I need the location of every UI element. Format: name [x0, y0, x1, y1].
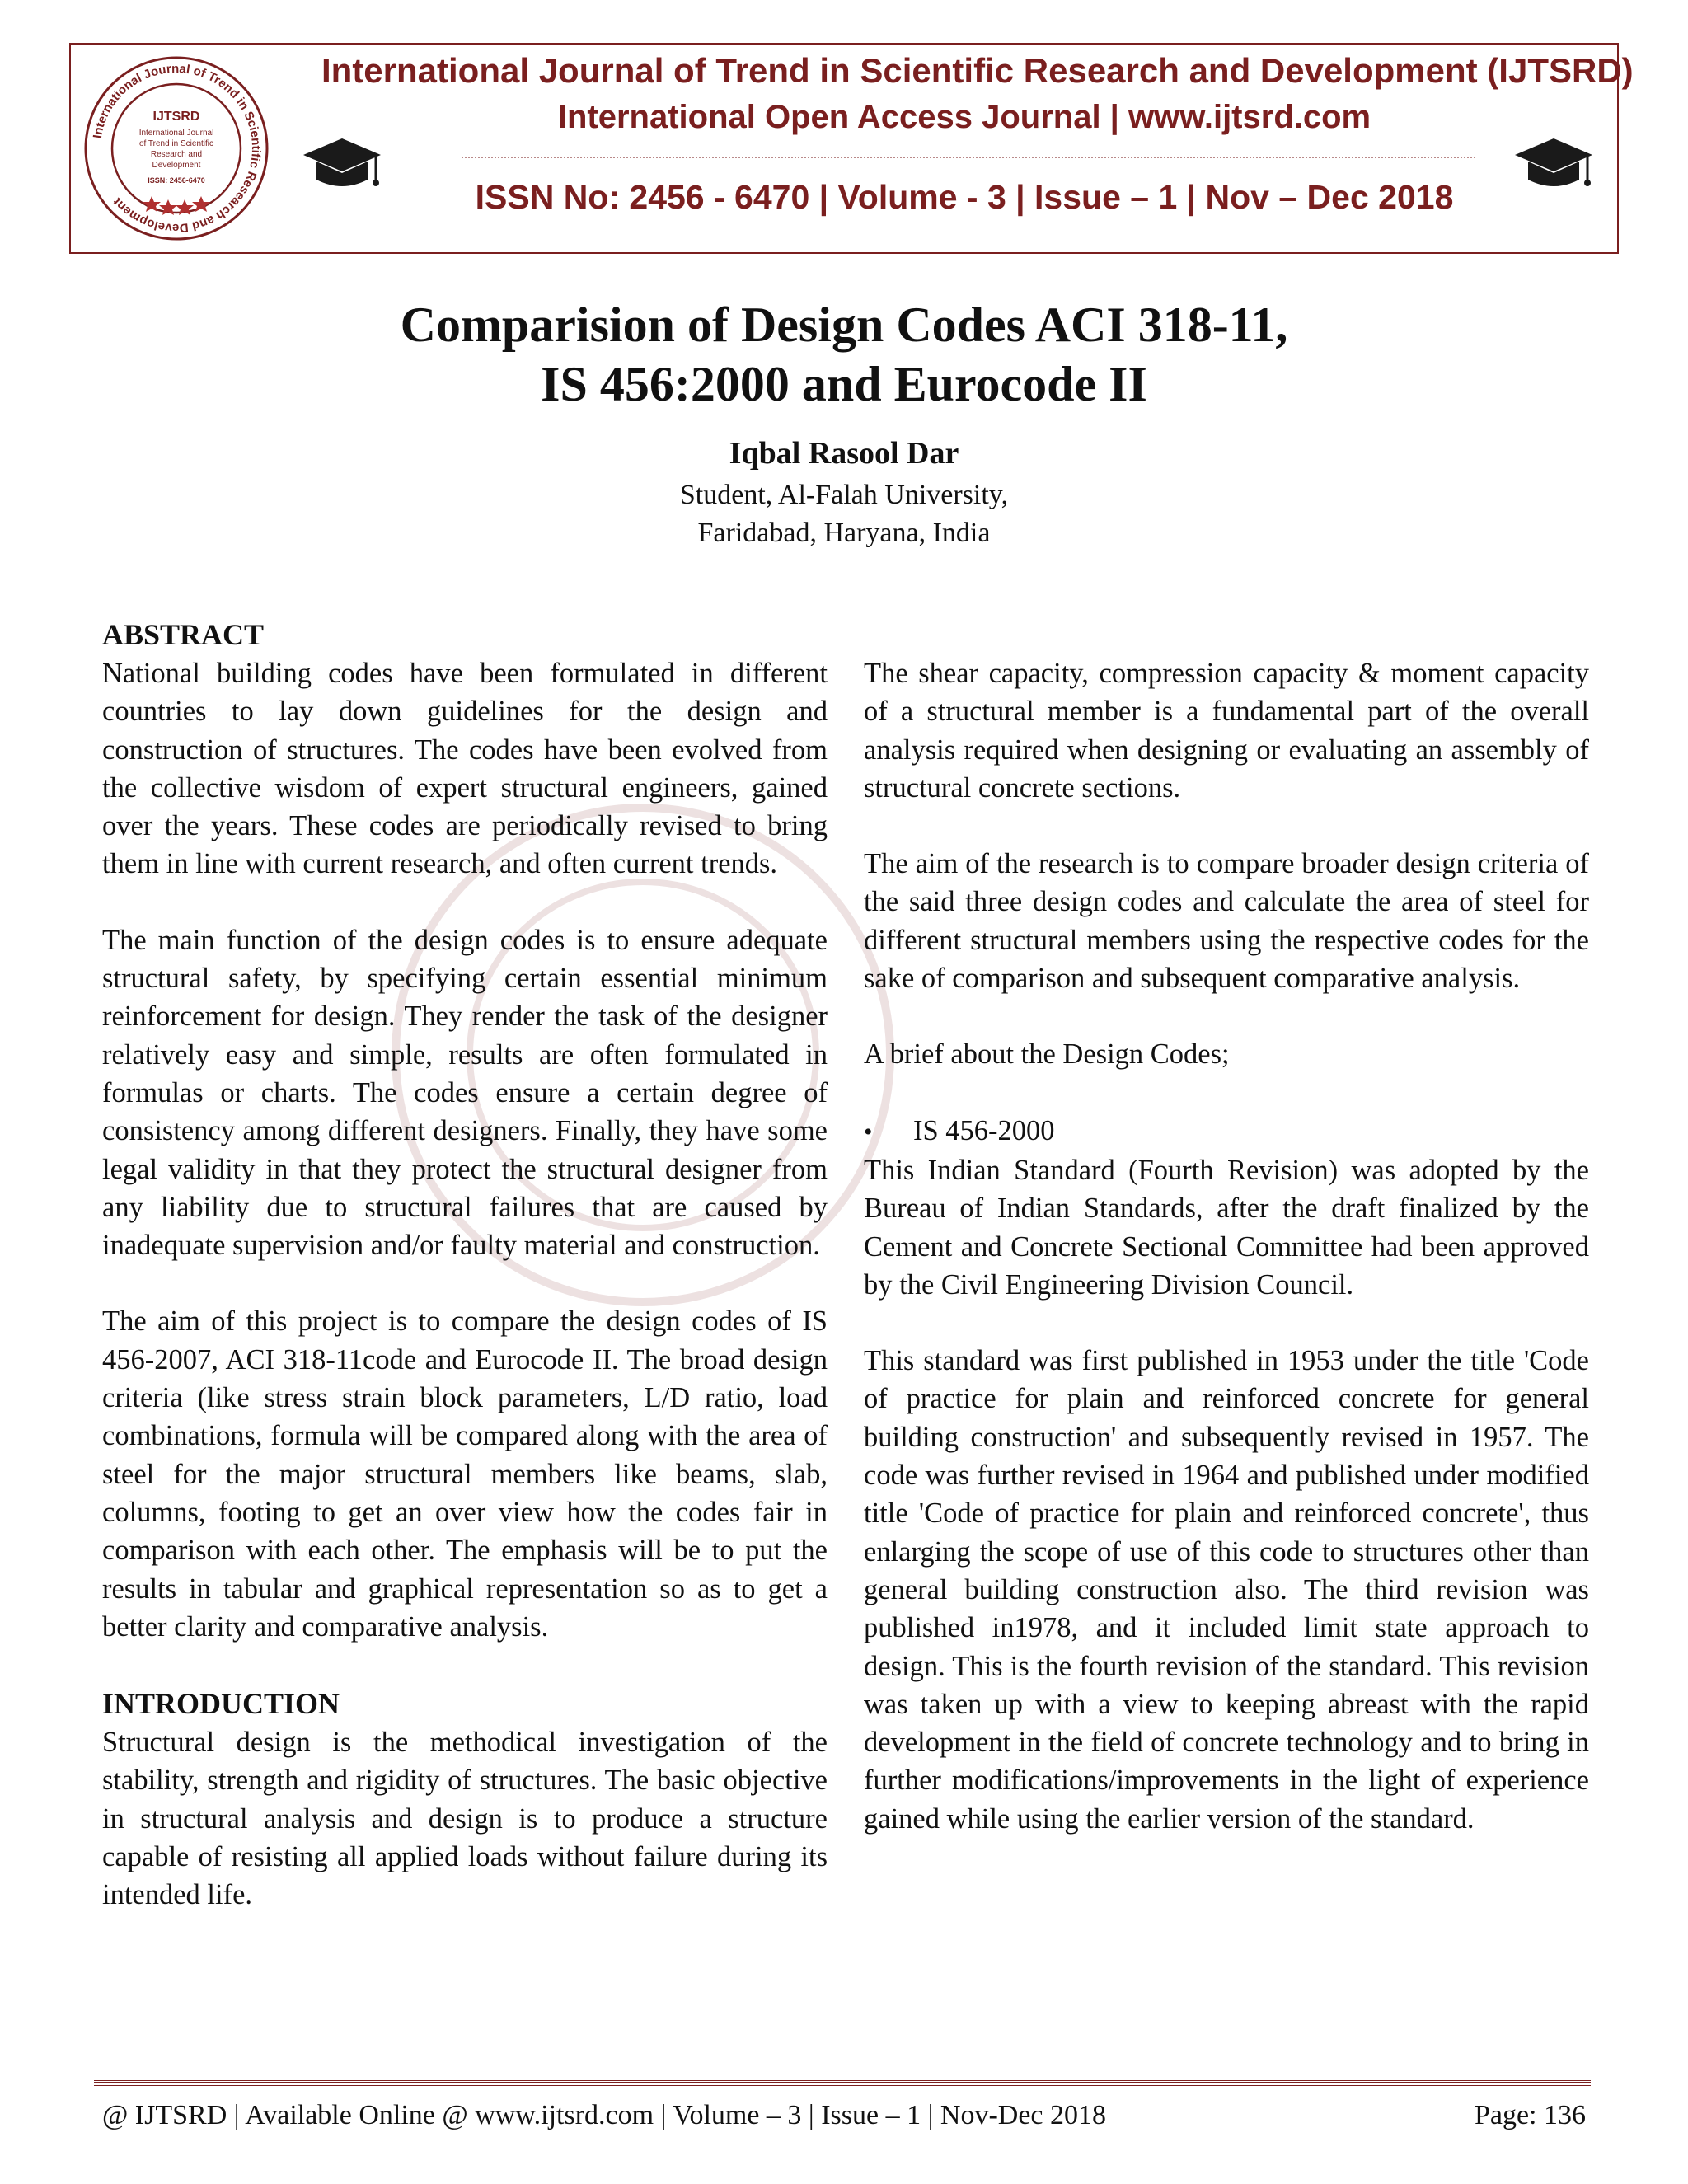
abstract-paragraph: The main function of the design codes is to ensure adequate structural safety, by specifying certain essential minimum reinforcement for design. They render the task of the designer relatively easy and simple, results are often formulated in formulas or charts. The codes ensure a certain degree of consistency among different designers. Finally, they have some legal validity in that they protect the structural designer from any liability due to structural failures that are caused by inadequate supervision and/or faulty material and construction. — [102, 924, 828, 1262]
author-location: Faridabad, Haryana, India — [697, 518, 991, 548]
body-paragraph: A brief about the Design Codes; — [864, 1038, 1230, 1071]
abstract-paragraph: The aim of this project is to compare the design codes of IS 456-2007, ACI 318-11code and Eurocode II. The broad design criteria (like stress strain block parameters, L/D ratio, load combinations, formula will be compared along with the area of steel for the major structural members like beams, slab, columns, footing to get an over view how the codes fair in comparison with each other. The emphasis will be to put the results in tabular and graphical representation so as to get a better clarity and comparative analysis. — [102, 1305, 828, 1643]
header-divider — [462, 157, 1475, 158]
svg-text:International Journal: International Journal — [138, 129, 214, 138]
author-name: Iqbal Rasool Dar — [729, 436, 959, 471]
svg-text:Development: Development — [152, 161, 201, 170]
paper-title — [0, 295, 1688, 414]
body-paragraph: This standard was first published in 1953 under the title 'Code of practice for plain and reinforced concrete for general building construction' and subsequently revised in 1957. The code was further revised in 1964 and published under modified title 'Code of practice for plain and reinforced concrete', thus enlarging the scope of use of this code to structures other than general building construction also. The third revision was published in1978, and it included limit state approach to design. This is the fourth revision of the standard. This revision was taken up with a view to keeping abreast with the rapid development in the field of concrete technology and to bring in further modifications/improvements in the light of experience gained while using the earlier version of the standard. — [864, 1345, 1589, 1835]
paper-title-line2: IS 456:2000 and Eurocode II — [541, 357, 1147, 411]
issn-volume-line: ISSN No: 2456 - 6470 | Volume - 3 | Issue – 1 | Nov – Dec 2018 — [475, 178, 1454, 216]
svg-text:Research and: Research and — [150, 150, 203, 159]
list-item — [864, 1112, 1589, 1151]
journal-seal-logo — [82, 54, 270, 242]
footer-citation: @ IJTSRD | Available Online @ www.ijtsrd.com | Volume – 3 | Issue – 1 | Nov-Dec 2018 — [102, 2100, 1107, 2130]
page-number: Page: 136 — [1474, 2100, 1586, 2130]
paper-title-line1: Comparision of Design Codes ACI 318-11, — [400, 298, 1288, 352]
introduction-heading: INTRODUCTION — [102, 1687, 340, 1721]
journal-subtitle-link[interactable]: International Open Access Journal | www.ijtsrd.com — [557, 99, 1372, 135]
left-column — [102, 615, 828, 1915]
svg-text:of Trend in Scientific: of Trend in Scientific — [138, 139, 214, 148]
svg-text:IJTSRD: IJTSRD — [152, 110, 200, 124]
footer-divider — [94, 2085, 1591, 2086]
page-footer — [102, 2100, 1586, 2131]
svg-text:International Journal of Trend: International Journal of Trend in Scientific Research and Development — [90, 61, 264, 236]
author-affiliation: Student, Al-Falah University, — [679, 480, 1009, 510]
body-paragraph: The shear capacity, compression capacity & moment capacity of a structural member is a fundamental part of the overall analysis required when designing or evaluating an assembly of structural concrete sections. — [864, 658, 1589, 804]
footer-divider — [94, 2080, 1591, 2083]
list-item-label: IS 456-2000 — [913, 1114, 1055, 1146]
right-column — [864, 654, 1589, 1838]
introduction-paragraph: Structural design is the methodical investigation of the stability, strength and rigidity of structures. The basic objective in structural analysis and design is to produce a structure capable of resisting all applied loads without failure during its intended life. — [102, 1727, 828, 1911]
body-paragraph: This Indian Standard (Fourth Revision) was adopted by the Bureau of Indian Standards, after the draft finalized by the Cement and Concrete Sectional Committee had been approved by the Civil Engineering Division Council. — [864, 1154, 1589, 1301]
journal-name: International Journal of Trend in Scientific Research and Development (IJTSRD) — [321, 51, 1634, 90]
body-paragraph: The aim of the research is to compare broader design criteria of the said three design codes and calculate the area of steel for different structural members using the respective codes for the sake of comparison and subsequent comparative analysis. — [864, 848, 1589, 995]
abstract-paragraph: National building codes have been formulated in different countries to lay down guidelines for the design and construction of structures. The codes have been evolved from the collective wisdom of expert structural engineers, gained over the years. These codes are periodically revised to bring them in line with current research, and often current trends. — [102, 658, 828, 880]
abstract-heading: ABSTRACT — [102, 618, 265, 651]
bullet-icon: • — [864, 1118, 873, 1146]
svg-text:ISSN: 2456-6470: ISSN: 2456-6470 — [148, 176, 205, 185]
